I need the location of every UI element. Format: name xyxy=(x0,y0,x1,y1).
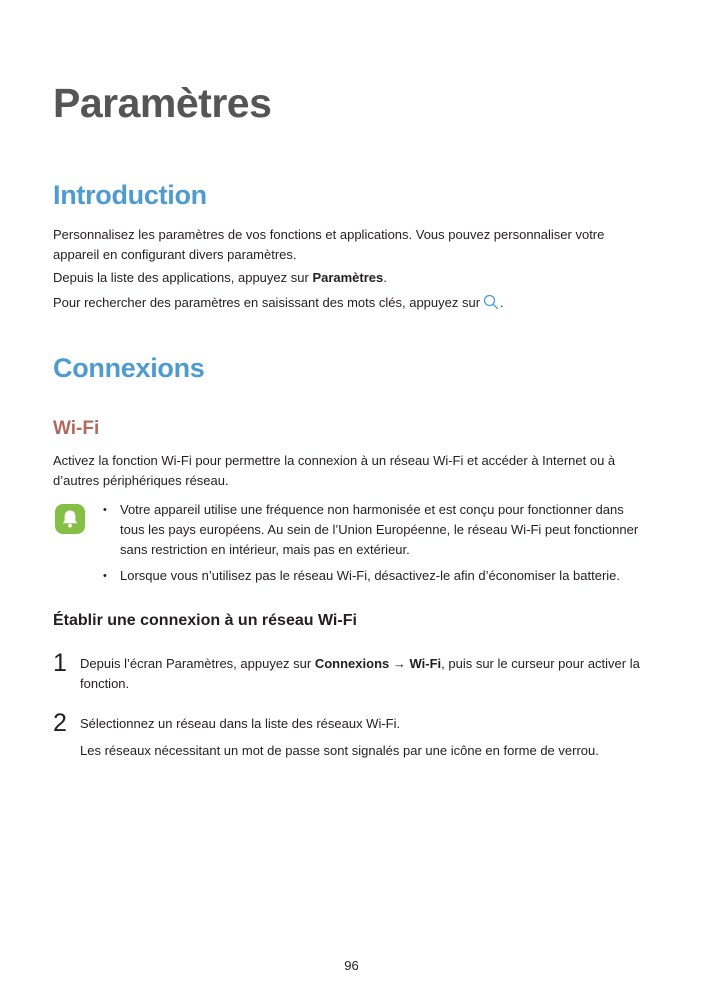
intro-paragraph-2-text: Depuis la liste des applications, appuyez sur xyxy=(53,270,313,285)
search-icon xyxy=(483,294,499,310)
intro-paragraph-2 xyxy=(53,268,643,288)
intro-paragraph-2-end: . xyxy=(383,270,387,285)
intro-paragraph-3 xyxy=(53,293,643,313)
list-item xyxy=(103,500,651,560)
connexions-menu-name: Connexions xyxy=(314,656,390,671)
wifi-menu-name: Wi-Fi xyxy=(409,656,442,671)
intro-paragraph-3-end: . xyxy=(500,295,504,310)
wifi-notes-list xyxy=(103,500,651,592)
step-1-prefix: Depuis l’écran Paramètres, appuyez sur xyxy=(80,656,315,671)
arrow-glyph: → xyxy=(389,656,410,671)
wifi-note-text: Lorsque vous n’utilisez pas le réseau Wi-Fi, désactivez-le afin d’économiser la batterie. xyxy=(120,568,621,583)
page-number: 96 xyxy=(344,958,359,973)
bell-icon xyxy=(55,504,85,534)
section-title-connexions: Connexions xyxy=(53,353,205,383)
step-2-text: Sélectionnez un réseau dans la liste des réseaux Wi-Fi. xyxy=(80,716,401,731)
bullet-marker: • xyxy=(103,570,107,582)
wifi-description: Activez la fonction Wi-Fi pour permettre la connexion à un réseau Wi-Fi et accéder à Internet ou à d’autres périphériques réseau. xyxy=(53,453,616,488)
step-2-note: Les réseaux nécessitant un mot de passe sont signalés par une icône en forme de verrou. xyxy=(80,743,599,758)
intro-paragraph-1: Personnalisez les paramètres de vos fonctions et applications. Vous pouvez personnaliser votre appareil en configurant divers paramètres. xyxy=(53,227,605,262)
wifi-note-text: Votre appareil utilise une fréquence non harmonisée et est conçu pour fonctionner dans tous les pays européens. Au sein de l’Union Européenne, le réseau Wi-Fi peut fonctionner sans restriction en intérieur, mais pas en extérieur. xyxy=(120,502,639,557)
step-number-1: 1 xyxy=(53,649,67,677)
section-title-introduction: Introduction xyxy=(53,180,207,210)
step-1-text xyxy=(80,654,650,694)
settings-app-name: Paramètres xyxy=(312,270,384,285)
bullet-marker: • xyxy=(103,504,107,516)
step-1-suffix: , puis sur le curseur pour activer la fonction. xyxy=(80,656,640,691)
connect-wifi-heading: Établir une connexion à un réseau Wi-Fi xyxy=(53,612,357,629)
step-number-2: 2 xyxy=(53,709,67,737)
subsection-title-wifi: Wi-Fi xyxy=(53,418,100,439)
list-item xyxy=(103,566,651,586)
intro-paragraph-3-text: Pour rechercher des paramètres en saisissant des mots clés, appuyez sur xyxy=(53,295,481,310)
chapter-title: Paramètres xyxy=(53,80,272,126)
